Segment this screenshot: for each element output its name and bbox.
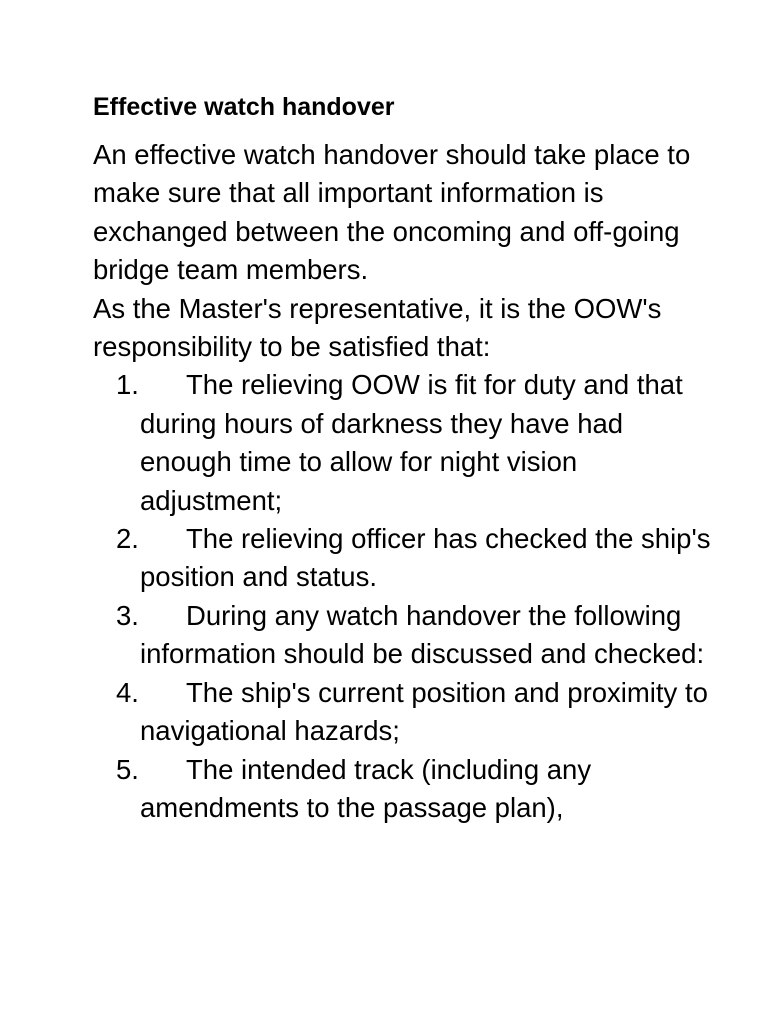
list-item-number: 3. (116, 599, 139, 631)
list-item (93, 520, 713, 597)
list-item-text: The relieving officer has checked the ship's position and status. (140, 523, 711, 593)
list-item (93, 674, 713, 751)
list-item (93, 366, 713, 520)
list-item-number: 2. (116, 523, 139, 555)
list-item-text: The intended track (including any amendments to the passage plan), (140, 753, 592, 823)
responsibility-paragraph: As the Master's representative, it is the OOW's responsibility to be satisfied that: (93, 292, 662, 363)
list-item-number: 4. (116, 676, 139, 708)
document-page (93, 88, 713, 827)
list-item (93, 751, 713, 828)
list-item-number: 1. (116, 369, 139, 401)
list-item-text: During any watch handover the following information should be discussed and checked: (140, 599, 705, 670)
list-item-text: The relieving OOW is fit for duty and that during hours of darkness they have had enough time to allow for night vision adjustment; (140, 369, 683, 516)
list-item (93, 597, 713, 674)
list-item-number: 5. (116, 753, 139, 785)
handover-checklist (93, 366, 713, 827)
intro-paragraph: An effective watch handover should take place to make sure that all important information is exchanged between the oncoming and off-going bridge team members. (93, 139, 691, 286)
document-title: Effective watch handover (93, 93, 395, 121)
list-item-text: The ship's current position and proximity to navigational hazards; (140, 676, 708, 747)
